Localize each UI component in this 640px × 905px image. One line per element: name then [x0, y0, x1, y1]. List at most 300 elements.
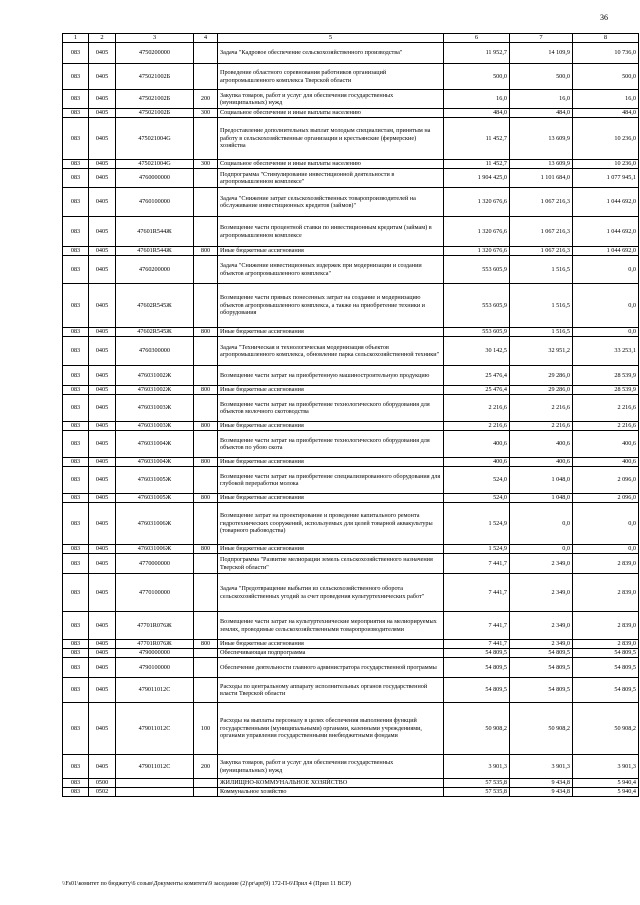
table-row	[63, 649, 639, 658]
header-cell: 6	[444, 34, 510, 43]
cell-name: Иные бюджетные ассигнования	[218, 494, 444, 503]
cell-amount-col7: 1 516,5	[510, 284, 573, 328]
cell-amount-col6: 400,6	[444, 431, 510, 458]
table-row	[63, 43, 639, 64]
table-row	[63, 422, 639, 431]
cell-target-article: 475021002Б	[116, 109, 194, 118]
cell-ministry: 083	[63, 43, 89, 64]
cell-amount-col6: 16,0	[444, 90, 510, 109]
cell-ministry: 083	[63, 169, 89, 188]
cell-target-article: 47602R545Ж	[116, 328, 194, 337]
cell-expense-type: 300	[194, 160, 218, 169]
table-row	[63, 640, 639, 649]
cell-amount-col7: 13 609,9	[510, 118, 573, 160]
cell-amount-col6: 1 320 676,6	[444, 247, 510, 256]
table-row	[63, 467, 639, 494]
page-number: 36	[600, 13, 608, 22]
cell-amount-col6: 3 901,3	[444, 755, 510, 779]
cell-target-article: 476031004Ж	[116, 431, 194, 458]
cell-amount-col6: 1 524,9	[444, 503, 510, 545]
cell-amount-col7: 0,0	[510, 545, 573, 554]
header-cell: 5	[218, 34, 444, 43]
cell-name: Задача "Техническая и технологическая модернизация объектов агропромышленного комплекса, обновление парка сельскохозяйственной техники"	[218, 337, 444, 366]
cell-target-article: 479011012С	[116, 703, 194, 755]
cell-section: 0405	[89, 458, 116, 467]
cell-amount-col8: 0,0	[573, 328, 639, 337]
cell-expense-type	[194, 678, 218, 703]
cell-target-article: 476031006Ж	[116, 503, 194, 545]
cell-amount-col8: 2 216,6	[573, 395, 639, 422]
table-row	[63, 431, 639, 458]
cell-amount-col8: 2 096,0	[573, 467, 639, 494]
cell-amount-col7: 29 286,0	[510, 386, 573, 395]
cell-amount-col8: 2 839,0	[573, 574, 639, 612]
cell-amount-col6: 7 441,7	[444, 612, 510, 640]
header-cell: 3	[116, 34, 194, 43]
cell-amount-col8: 484,0	[573, 109, 639, 118]
table-row	[63, 118, 639, 160]
table-row	[63, 366, 639, 386]
cell-expense-type	[194, 366, 218, 386]
table-row	[63, 169, 639, 188]
cell-section: 0405	[89, 545, 116, 554]
cell-section: 0405	[89, 755, 116, 779]
cell-expense-type	[194, 169, 218, 188]
cell-section: 0405	[89, 90, 116, 109]
cell-section: 0405	[89, 366, 116, 386]
cell-ministry: 083	[63, 217, 89, 247]
cell-target-article: 476031004Ж	[116, 458, 194, 467]
cell-amount-col6: 7 441,7	[444, 574, 510, 612]
cell-target-article: 4770000000	[116, 554, 194, 574]
cell-amount-col8: 1 044 692,0	[573, 217, 639, 247]
cell-target-article: 475021004G	[116, 160, 194, 169]
cell-section: 0405	[89, 554, 116, 574]
cell-amount-col6: 1 320 676,6	[444, 188, 510, 217]
cell-expense-type	[194, 395, 218, 422]
cell-amount-col7: 9 434,8	[510, 788, 573, 797]
table-row	[63, 90, 639, 109]
cell-name: Возмещение части затрат на приобретение специализированного оборудования для глубокой переработки молока	[218, 467, 444, 494]
cell-amount-col6: 524,0	[444, 494, 510, 503]
table-row	[63, 337, 639, 366]
cell-amount-col8: 2 216,6	[573, 422, 639, 431]
cell-section: 0405	[89, 640, 116, 649]
cell-amount-col6: 7 441,7	[444, 554, 510, 574]
cell-amount-col7: 14 109,9	[510, 43, 573, 64]
cell-expense-type: 800	[194, 545, 218, 554]
cell-amount-col8: 54 809,5	[573, 658, 639, 678]
cell-amount-col8: 0,0	[573, 284, 639, 328]
cell-expense-type: 200	[194, 755, 218, 779]
cell-amount-col7: 1 067 216,3	[510, 247, 573, 256]
cell-name: Подпрограмма "Развитие мелиорации земель сельскохозяйственного назначения Тверской области"	[218, 554, 444, 574]
cell-name: Задача "Кадровое обеспечение сельскохозяйственного производства"	[218, 43, 444, 64]
cell-ministry: 083	[63, 366, 89, 386]
cell-name: Обеспечивающая подпрограмма	[218, 649, 444, 658]
header-cell: 4	[194, 34, 218, 43]
cell-target-article	[116, 779, 194, 788]
cell-name: Возмещение части процентной ставки по инвестиционным кредитам (займам) в агропромышленном комплексе	[218, 217, 444, 247]
table-row	[63, 284, 639, 328]
cell-section: 0405	[89, 649, 116, 658]
cell-amount-col7: 500,0	[510, 64, 573, 90]
cell-expense-type: 200	[194, 90, 218, 109]
cell-amount-col8: 28 539,9	[573, 386, 639, 395]
cell-amount-col8: 0,0	[573, 256, 639, 284]
cell-ministry: 083	[63, 395, 89, 422]
table-row	[63, 217, 639, 247]
cell-amount-col6: 54 809,5	[444, 649, 510, 658]
cell-amount-col6: 50 908,2	[444, 703, 510, 755]
table-row	[63, 658, 639, 678]
cell-section: 0405	[89, 494, 116, 503]
cell-amount-col7: 1 048,0	[510, 467, 573, 494]
file-path-footer: \\Fs01\комитет по бюджету\6 созыв\Документы комитета\9 заседание (2)\pr\apr(9) 172-П-6\Прил 4 (Прил 11 ВСР)	[62, 881, 351, 887]
cell-amount-col8: 2 839,0	[573, 612, 639, 640]
cell-expense-type	[194, 612, 218, 640]
cell-target-article: 475021002Б	[116, 90, 194, 109]
cell-section: 0405	[89, 337, 116, 366]
table-row	[63, 574, 639, 612]
cell-ministry: 083	[63, 328, 89, 337]
cell-amount-col8: 500,0	[573, 64, 639, 90]
cell-amount-col8: 33 253,1	[573, 337, 639, 366]
cell-name: Социальное обеспечение и иные выплаты населению	[218, 160, 444, 169]
cell-ministry: 083	[63, 554, 89, 574]
cell-name: Иные бюджетные ассигнования	[218, 328, 444, 337]
cell-expense-type	[194, 284, 218, 328]
cell-section: 0405	[89, 109, 116, 118]
cell-section: 0405	[89, 43, 116, 64]
cell-section: 0405	[89, 703, 116, 755]
cell-section: 0405	[89, 284, 116, 328]
cell-ministry: 083	[63, 658, 89, 678]
cell-amount-col6: 500,0	[444, 64, 510, 90]
cell-ministry: 083	[63, 649, 89, 658]
table-row	[63, 256, 639, 284]
table-row	[63, 64, 639, 90]
cell-amount-col7: 54 809,5	[510, 658, 573, 678]
cell-target-article: 47602R545Ж	[116, 284, 194, 328]
cell-amount-col6: 553 605,9	[444, 256, 510, 284]
cell-name: Иные бюджетные ассигнования	[218, 545, 444, 554]
cell-ministry: 083	[63, 678, 89, 703]
cell-amount-col8: 0,0	[573, 545, 639, 554]
header-row	[63, 34, 639, 43]
cell-ministry: 083	[63, 386, 89, 395]
cell-amount-col8: 10 236,0	[573, 118, 639, 160]
cell-name: Предоставление дополнительных выплат молодым специалистам, принятым на работу в сельскохозяйственные организации и крестьянские (фермерские) хозяйства	[218, 118, 444, 160]
cell-amount-col8: 10 736,0	[573, 43, 639, 64]
cell-amount-col8: 1 044 692,0	[573, 188, 639, 217]
cell-section: 0405	[89, 612, 116, 640]
cell-amount-col6: 553 605,9	[444, 284, 510, 328]
cell-target-article: 4770100000	[116, 574, 194, 612]
cell-ministry: 083	[63, 467, 89, 494]
cell-section: 0405	[89, 328, 116, 337]
cell-amount-col7: 32 951,2	[510, 337, 573, 366]
cell-amount-col8: 16,0	[573, 90, 639, 109]
cell-amount-col7: 1 516,5	[510, 328, 573, 337]
cell-name: Социальное обеспечение и иные выплаты населению	[218, 109, 444, 118]
cell-name: Возмещение части затрат на культуртехнические мероприятия на мелиорируемых землях, проводимые сельскохозяйственными товаропроизводителями	[218, 612, 444, 640]
cell-ministry: 083	[63, 284, 89, 328]
cell-target-article	[116, 788, 194, 797]
cell-section: 0405	[89, 64, 116, 90]
cell-target-article: 4790000000	[116, 649, 194, 658]
cell-amount-col6: 553 605,9	[444, 328, 510, 337]
cell-section: 0405	[89, 160, 116, 169]
cell-target-article: 4760200000	[116, 256, 194, 284]
table-row	[63, 458, 639, 467]
table-row	[63, 395, 639, 422]
cell-ministry: 083	[63, 755, 89, 779]
cell-expense-type	[194, 256, 218, 284]
cell-ministry: 083	[63, 494, 89, 503]
table-row	[63, 703, 639, 755]
cell-name: Возмещение части прямых понесенных затрат на создание и модернизацию объектов агропромышленного комплекса, а также на приобретение техники и оборудования	[218, 284, 444, 328]
cell-amount-col7: 3 901,3	[510, 755, 573, 779]
cell-amount-col8: 10 236,0	[573, 160, 639, 169]
table-row	[63, 545, 639, 554]
cell-amount-col7: 484,0	[510, 109, 573, 118]
cell-section: 0500	[89, 779, 116, 788]
cell-name: Иные бюджетные ассигнования	[218, 640, 444, 649]
cell-amount-col6: 54 809,5	[444, 678, 510, 703]
cell-expense-type	[194, 467, 218, 494]
cell-amount-col7: 400,6	[510, 458, 573, 467]
cell-name: Задача "Предотвращение выбытия из сельскохозяйственного оборота сельскохозяйственных угодий за счет проведения культуртехнических работ"	[218, 574, 444, 612]
cell-amount-col6: 484,0	[444, 109, 510, 118]
cell-target-article: 476031005Ж	[116, 467, 194, 494]
cell-target-article: 479011012С	[116, 678, 194, 703]
cell-amount-col8: 50 908,2	[573, 703, 639, 755]
cell-expense-type	[194, 779, 218, 788]
cell-ministry: 083	[63, 503, 89, 545]
cell-amount-col6: 25 476,4	[444, 366, 510, 386]
cell-amount-col7: 16,0	[510, 90, 573, 109]
cell-target-article: 476031003Ж	[116, 422, 194, 431]
cell-ministry: 083	[63, 779, 89, 788]
cell-amount-col6: 30 142,5	[444, 337, 510, 366]
cell-name: ЖИЛИЩНО-КОММУНАЛЬНОЕ ХОЗЯЙСТВО	[218, 779, 444, 788]
cell-name: Коммунальное хозяйство	[218, 788, 444, 797]
cell-amount-col7: 2 349,0	[510, 554, 573, 574]
cell-ministry: 083	[63, 247, 89, 256]
cell-expense-type: 800	[194, 494, 218, 503]
cell-amount-col7: 2 216,6	[510, 422, 573, 431]
cell-amount-col6: 11 952,7	[444, 43, 510, 64]
cell-expense-type	[194, 431, 218, 458]
table-row	[63, 188, 639, 217]
cell-expense-type	[194, 43, 218, 64]
cell-name: Иные бюджетные ассигнования	[218, 247, 444, 256]
cell-amount-col6: 1 904 425,0	[444, 169, 510, 188]
cell-ministry: 083	[63, 545, 89, 554]
cell-amount-col7: 2 349,0	[510, 574, 573, 612]
cell-section: 0405	[89, 574, 116, 612]
cell-amount-col6: 2 216,6	[444, 422, 510, 431]
cell-ministry: 083	[63, 431, 89, 458]
cell-ministry: 083	[63, 90, 89, 109]
cell-amount-col7: 2 349,0	[510, 612, 573, 640]
cell-expense-type	[194, 788, 218, 797]
cell-amount-col8: 400,6	[573, 458, 639, 467]
cell-section: 0405	[89, 169, 116, 188]
cell-name: Подпрограмма "Стимулирование инвестиционной деятельности в агропромышленном комплексе"	[218, 169, 444, 188]
cell-amount-col8: 5 940,4	[573, 788, 639, 797]
cell-amount-col7: 13 609,9	[510, 160, 573, 169]
cell-expense-type	[194, 574, 218, 612]
cell-name: Обеспечение деятельности главного администратора государственной программы	[218, 658, 444, 678]
cell-name: Иные бюджетные ассигнования	[218, 458, 444, 467]
cell-ministry: 083	[63, 256, 89, 284]
cell-ministry: 083	[63, 337, 89, 366]
cell-expense-type	[194, 217, 218, 247]
cell-ministry: 083	[63, 612, 89, 640]
cell-amount-col8: 1 044 692,0	[573, 247, 639, 256]
cell-section: 0405	[89, 678, 116, 703]
table-row	[63, 779, 639, 788]
table-row	[63, 755, 639, 779]
cell-section: 0405	[89, 658, 116, 678]
cell-expense-type	[194, 337, 218, 366]
cell-ministry: 083	[63, 640, 89, 649]
cell-target-article: 476031002Ж	[116, 386, 194, 395]
cell-expense-type	[194, 118, 218, 160]
cell-amount-col8: 2 839,0	[573, 554, 639, 574]
cell-name: Возмещение части затрат на приобретенную машиностроительную продукцию	[218, 366, 444, 386]
table-row	[63, 109, 639, 118]
cell-amount-col7: 1 067 216,3	[510, 188, 573, 217]
cell-amount-col8: 54 809,5	[573, 649, 639, 658]
cell-amount-col7: 2 216,6	[510, 395, 573, 422]
table-row	[63, 386, 639, 395]
cell-target-article: 4760000000	[116, 169, 194, 188]
cell-ministry: 083	[63, 160, 89, 169]
cell-target-article: 4760300000	[116, 337, 194, 366]
cell-section: 0405	[89, 431, 116, 458]
cell-target-article: 475021004G	[116, 118, 194, 160]
cell-amount-col8: 2 839,0	[573, 640, 639, 649]
cell-expense-type	[194, 649, 218, 658]
cell-section: 0405	[89, 395, 116, 422]
cell-amount-col6: 2 216,6	[444, 395, 510, 422]
cell-expense-type: 800	[194, 640, 218, 649]
cell-amount-col6: 1 320 676,6	[444, 217, 510, 247]
cell-amount-col6: 524,0	[444, 467, 510, 494]
cell-amount-col7: 1 516,5	[510, 256, 573, 284]
cell-target-article: 47701R076Ж	[116, 612, 194, 640]
table-row	[63, 554, 639, 574]
cell-amount-col7: 400,6	[510, 431, 573, 458]
cell-amount-col6: 7 441,7	[444, 640, 510, 649]
cell-expense-type: 800	[194, 458, 218, 467]
header-cell: 2	[89, 34, 116, 43]
cell-amount-col6: 54 809,5	[444, 658, 510, 678]
cell-name: Возмещение части затрат на приобретение технологического оборудования для объектов молочного скотоводства	[218, 395, 444, 422]
table-row	[63, 328, 639, 337]
cell-name: Возмещение части затрат на приобретение технологического оборудования для объектов по убою скота	[218, 431, 444, 458]
table-row	[63, 247, 639, 256]
cell-amount-col7: 2 349,0	[510, 640, 573, 649]
cell-expense-type: 100	[194, 703, 218, 755]
cell-target-article: 476031005Ж	[116, 494, 194, 503]
cell-section: 0405	[89, 217, 116, 247]
cell-ministry: 083	[63, 64, 89, 90]
cell-name: Расходы на выплаты персоналу в целях обеспечения выполнения функций государственными (муниципальными) органами, казенными учреждениями, органами управления государственными внебюджетными фондами	[218, 703, 444, 755]
cell-amount-col6: 57 535,8	[444, 779, 510, 788]
cell-target-article: 47601R544Ж	[116, 247, 194, 256]
cell-amount-col8: 5 940,4	[573, 779, 639, 788]
cell-ministry: 083	[63, 118, 89, 160]
cell-amount-col6: 400,6	[444, 458, 510, 467]
cell-target-article: 4760100000	[116, 188, 194, 217]
cell-amount-col6: 25 476,4	[444, 386, 510, 395]
cell-target-article: 475021002Б	[116, 64, 194, 90]
cell-amount-col8: 2 096,0	[573, 494, 639, 503]
cell-section: 0502	[89, 788, 116, 797]
header-cell: 8	[573, 34, 639, 43]
table-row	[63, 678, 639, 703]
cell-name: Иные бюджетные ассигнования	[218, 422, 444, 431]
cell-name: Задача "Снижение затрат сельскохозяйственных товаропроизводителей на обслуживание инвестиционных кредитов (займов)"	[218, 188, 444, 217]
cell-expense-type	[194, 503, 218, 545]
cell-expense-type	[194, 64, 218, 90]
cell-target-article: 476031006Ж	[116, 545, 194, 554]
cell-target-article: 476031003Ж	[116, 395, 194, 422]
cell-amount-col8: 400,6	[573, 431, 639, 458]
table-row	[63, 503, 639, 545]
cell-amount-col6: 11 452,7	[444, 160, 510, 169]
cell-amount-col7: 1 048,0	[510, 494, 573, 503]
cell-section: 0405	[89, 467, 116, 494]
table-row	[63, 494, 639, 503]
cell-name: Возмещение затрат на проектирование и проведение капитального ремонта гидротехнических сооружений, используемых для целей товарной аквакультуры (товарного рыбоводства)	[218, 503, 444, 545]
cell-amount-col6: 57 535,8	[444, 788, 510, 797]
cell-amount-col7: 1 101 684,0	[510, 169, 573, 188]
cell-section: 0405	[89, 422, 116, 431]
cell-amount-col7: 50 908,2	[510, 703, 573, 755]
cell-ministry: 083	[63, 788, 89, 797]
cell-amount-col8: 0,0	[573, 503, 639, 545]
cell-amount-col7: 1 067 216,3	[510, 217, 573, 247]
cell-expense-type: 800	[194, 386, 218, 395]
table-row	[63, 612, 639, 640]
cell-expense-type: 800	[194, 247, 218, 256]
cell-section: 0405	[89, 503, 116, 545]
cell-target-article: 4790100000	[116, 658, 194, 678]
cell-name: Расходы по центральному аппарату исполнительных органов государственной власти Тверской области	[218, 678, 444, 703]
cell-expense-type	[194, 554, 218, 574]
cell-target-article: 476031002Ж	[116, 366, 194, 386]
cell-ministry: 083	[63, 109, 89, 118]
cell-target-article: 47701R076Ж	[116, 640, 194, 649]
cell-amount-col8: 54 809,5	[573, 678, 639, 703]
cell-section: 0405	[89, 386, 116, 395]
cell-amount-col8: 3 901,3	[573, 755, 639, 779]
cell-amount-col8: 28 539,9	[573, 366, 639, 386]
cell-ministry: 083	[63, 703, 89, 755]
cell-name: Закупка товаров, работ и услуг для обеспечения государственных (муниципальных) нужд	[218, 755, 444, 779]
cell-amount-col7: 29 286,0	[510, 366, 573, 386]
cell-target-article: 479011012С	[116, 755, 194, 779]
cell-expense-type: 800	[194, 422, 218, 431]
cell-name: Проведение областного соревнования работников организаций агропромышленного комплекса Тверской области	[218, 64, 444, 90]
cell-expense-type	[194, 658, 218, 678]
cell-amount-col7: 9 434,8	[510, 779, 573, 788]
